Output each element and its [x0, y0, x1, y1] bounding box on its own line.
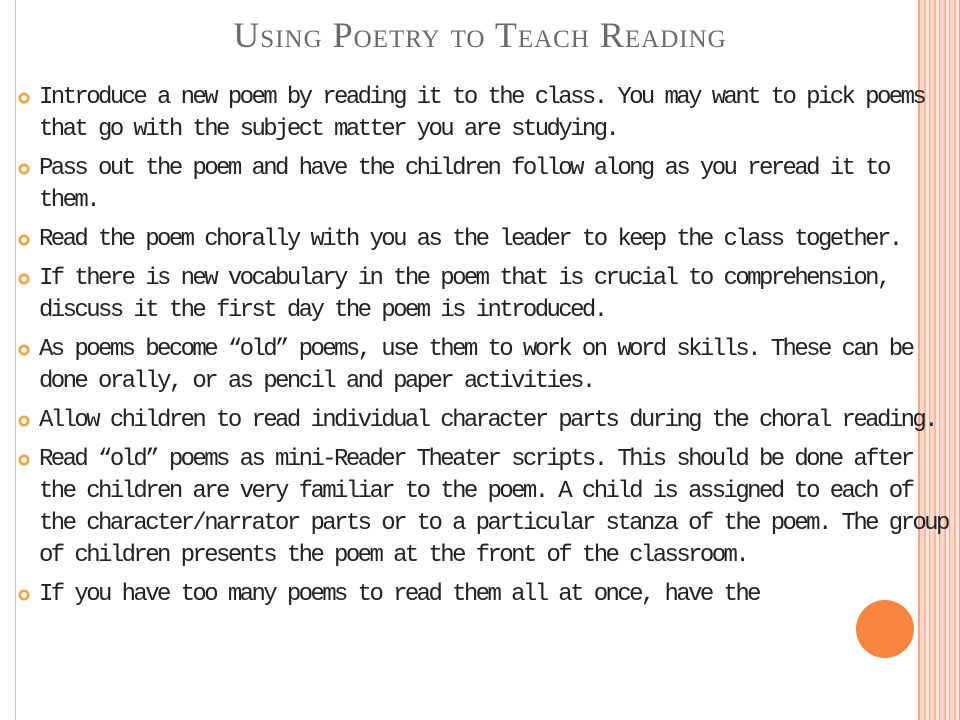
bullet-list	[18, 82, 948, 618]
slide-title: Using Poetry to Teach Reading	[233, 15, 727, 55]
bullet-text: Introduce a new poem by reading it to the class. You may want to pick poems that go with the subject matter you are studying.	[39, 84, 925, 143]
bullet-item	[18, 224, 948, 256]
ring-bullet-icon	[18, 344, 30, 356]
bullet-item	[18, 263, 948, 327]
ring-bullet-icon	[18, 589, 30, 601]
ring-bullet-icon	[18, 234, 30, 246]
bullet-text: As poems become “old” poems, use them to work on word skills. These can be done orally, or as pencil and paper activities.	[39, 336, 913, 395]
bullet-item	[18, 579, 948, 611]
bullet-item	[18, 82, 948, 146]
ring-bullet-icon	[18, 92, 30, 104]
bullet-text: If there is new vocabulary in the poem that is crucial to comprehension, discuss it the first day the poem is introduced.	[39, 265, 889, 324]
bullet-item	[18, 334, 948, 398]
bullet-item	[18, 405, 948, 437]
bullet-text: Pass out the poem and have the children follow along as you reread it to them.	[39, 155, 889, 214]
ring-bullet-icon	[18, 415, 30, 427]
accent-circle	[856, 600, 914, 658]
bullet-text: Allow children to read individual character parts during the choral reading.	[39, 407, 936, 434]
bullet-item	[18, 153, 948, 217]
bullet-item	[18, 444, 948, 572]
ring-bullet-icon	[18, 163, 30, 175]
ring-bullet-icon	[18, 454, 30, 466]
bullet-text: Read the poem chorally with you as the leader to keep the class together.	[39, 226, 901, 253]
bullet-text: Read “old” poems as mini-Reader Theater scripts. This should be done after the children are very familiar to the poem. A child is assigned to each of the character/narrator parts or to a particular stanza of the poem. The group of children presents the poem at the front of the classroom.	[39, 446, 948, 569]
ring-bullet-icon	[18, 273, 30, 285]
bullet-text: If you have too many poems to read them all at once, have the	[39, 581, 759, 608]
left-frame-line	[15, 0, 16, 720]
